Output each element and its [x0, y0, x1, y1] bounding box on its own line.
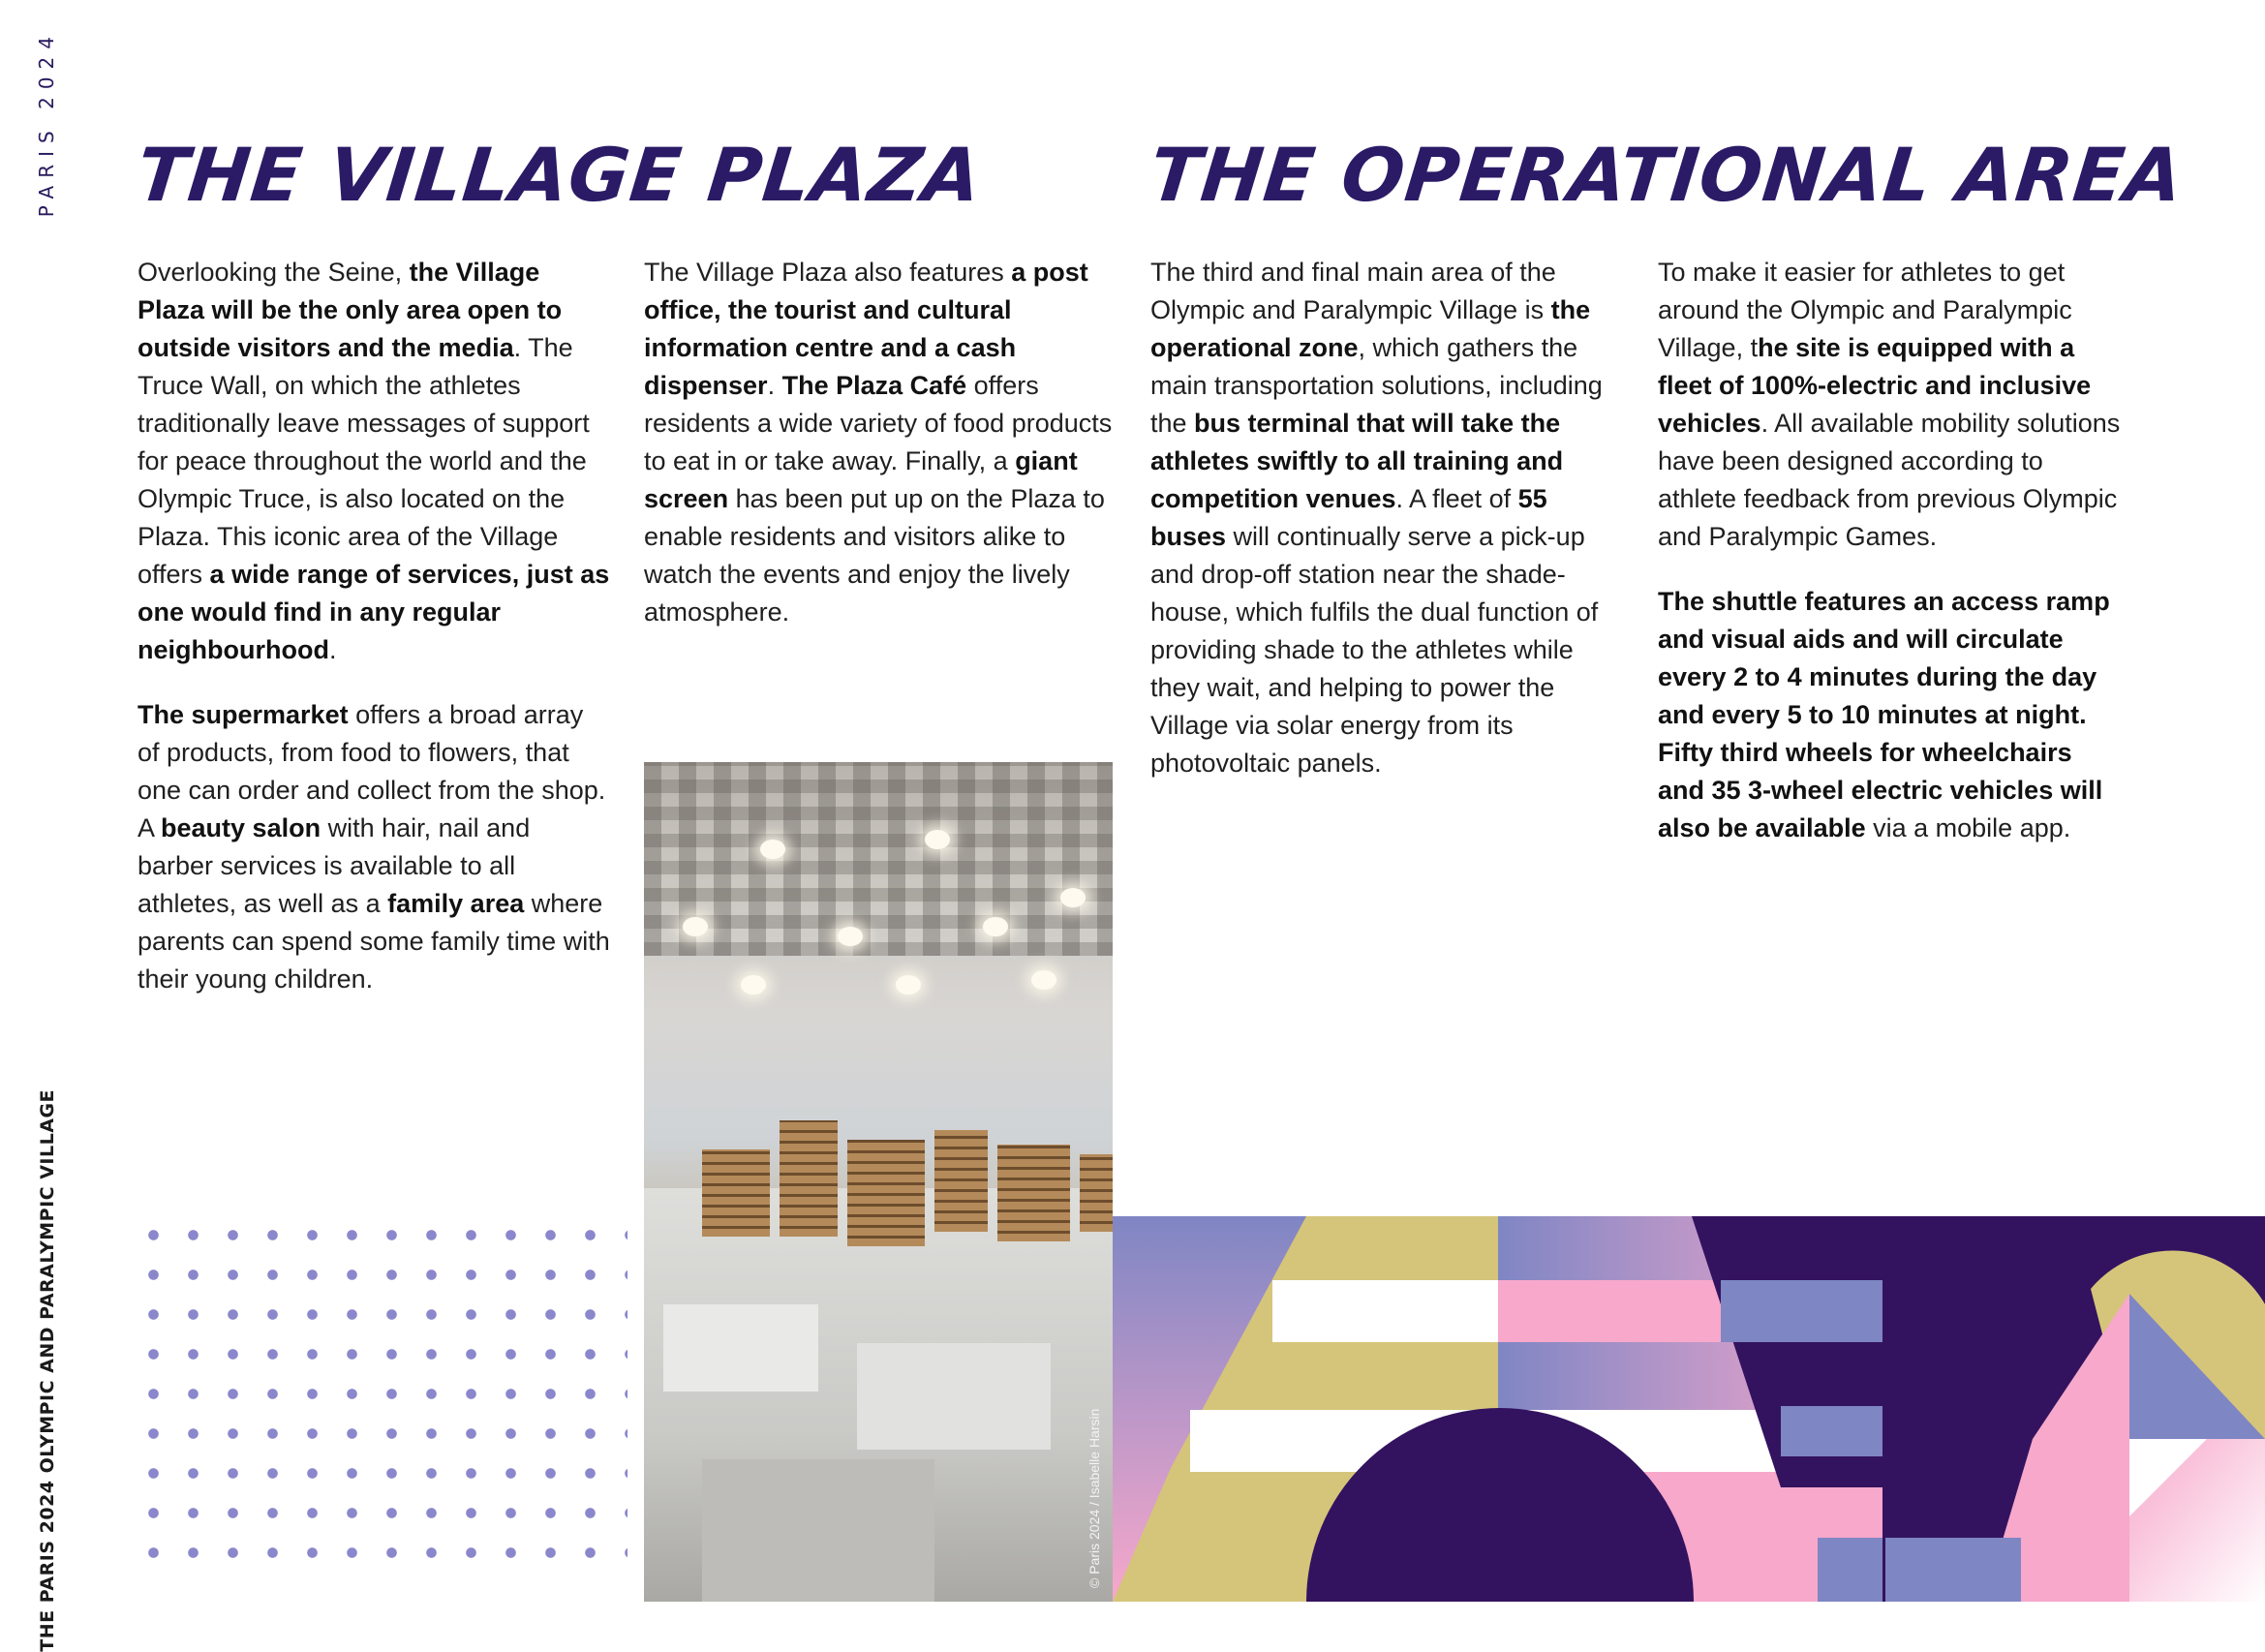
text-run: . All available mobility solutions have been designed according to athlete feedback from previous Olympic and Paralympic Games. [1658, 409, 2121, 551]
text-run: where parents can spend some family time with their young children. [138, 889, 610, 994]
text-run: will continually serve a pick-up and drop-off station near the shade-house, which fulfils the dual function of providing shade to the athletes while they wait, and helping to power the Village via solar energy from its photovoltaic panels. [1150, 522, 1599, 778]
text-run: The third and final main area of the Olympic and Paralympic Village is [1150, 258, 1556, 324]
operational-area-title: THE OPERATIONAL AREA [1146, 132, 2188, 218]
bold-text-run: The Plaza Café [781, 371, 967, 400]
document-side-title: THE PARIS 2024 OLYMPIC AND PARALYMPIC VILLAGE [37, 1089, 58, 1652]
bold-text-run: bus terminal that will take the athletes swiftly to all training and competition venues [1150, 409, 1564, 513]
geometric-artwork [1113, 1216, 2265, 1602]
bold-text-run: 55 buses [1150, 484, 1547, 551]
text-column-1 [138, 254, 612, 1025]
bold-text-run: The shuttle features an access ramp and visual aids and will circulate every 2 to 4 minutes during the day and every 5 to 10 minutes at night. Fifty third wheels for wheelchairs and 35 3-wheel electric vehicles will also be available [1658, 587, 2110, 842]
text-run: . A fleet of [1395, 484, 1518, 513]
text-run: . [767, 371, 782, 400]
bold-text-run: the Village Plaza will be the only area open to outside visitors and the media [138, 258, 563, 362]
paragraph [1658, 254, 2123, 556]
text-run: , which gathers the main transportation solutions, including the [1150, 333, 1603, 438]
text-run: via a mobile app. [1865, 813, 2071, 842]
bold-text-run: The supermarket [138, 700, 349, 729]
bold-text-run: the operational zone [1150, 295, 1591, 362]
paragraph [644, 254, 1118, 631]
text-run: . The Truce Wall, on which the athletes traditionally leave messages of support for peace throughout the world and the Olympic Truce, is also located on the Plaza. This iconic area of the Village offers [138, 333, 590, 589]
bold-text-run: giant screen [644, 446, 1078, 513]
text-run: has been put up on the Plaza to enable residents and visitors alike to watch the events and enjoy the lively atmosphere. [644, 484, 1105, 627]
text-run: offers residents a wide variety of food products to eat in or take away. Finally, a [644, 371, 1113, 475]
paragraph [138, 254, 612, 669]
village-plaza-title: THE VILLAGE PLAZA [133, 132, 986, 218]
text-column-3 [1150, 254, 1625, 810]
photo-credit: © Paris 2024 / Isabelle Harsin [1087, 1408, 1102, 1588]
text-run: The Village Plaza also features [644, 258, 1012, 287]
text-column-4 [1658, 254, 2123, 874]
text-column-2 [644, 254, 1118, 658]
paragraph [138, 696, 612, 998]
paragraph [1658, 583, 2123, 847]
brand-side-label: PARIS 2024 [35, 29, 58, 218]
bold-text-run: beauty salon [161, 813, 321, 842]
bold-text-run: a post office, the tourist and cultural information centre and a cash dispenser [644, 258, 1088, 400]
text-run: offers a broad array of products, from food to flowers, that one can order and collect from the shop. A [138, 700, 606, 842]
text-run: To make it easier for athletes to get around the Olympic and Paralympic Village, t [1658, 258, 2072, 362]
paragraph [1150, 254, 1625, 782]
dot-pattern [134, 1215, 627, 1583]
bold-text-run: a wide range of services, just as one would find in any regular neighbourhood [138, 560, 610, 664]
text-run: Overlooking the Seine, [138, 258, 410, 287]
bold-text-run: family area [387, 889, 525, 918]
village-model-photo [644, 762, 1113, 1602]
bold-text-run: he site is equipped with a fleet of 100%-electric and inclusive vehicles [1658, 333, 2092, 438]
text-run: with hair, nail and barber services is available to all athletes, as well as a [138, 813, 531, 918]
text-run: . [328, 635, 337, 664]
